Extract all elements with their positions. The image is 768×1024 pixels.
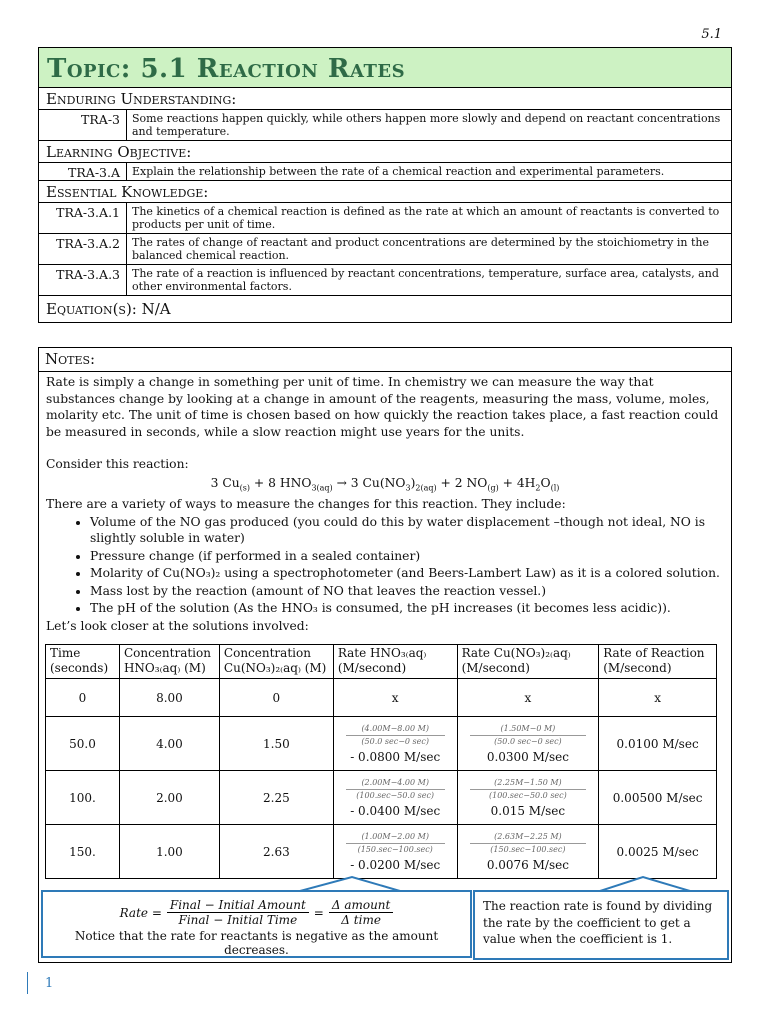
table-header: Rate Cu(NO₃)₂₍aq₎ (M/second) (457, 645, 599, 679)
reaction-rate-info-box: The reaction rate is found by dividing the rate by the coefficient to get a value when the coefficient is 1. (473, 890, 729, 960)
knowledge-code: TRA-3.A.3 (39, 265, 127, 295)
rate-fraction: (2.63M−2.25 M) (150.sec−100.sec) (462, 832, 595, 855)
learning-objective-heading: Learning Objective: (39, 141, 731, 163)
time-cell: 150. (46, 825, 120, 879)
time-cell: 100. (46, 771, 120, 825)
rate-value: - 0.0800 M/sec (350, 749, 441, 764)
methods-list (46, 514, 724, 617)
notes-body (39, 372, 731, 636)
table-row (46, 771, 717, 825)
notes-intro: Rate is simply a change in something per unit of time. In chemistry we can measure the way that substances change by looking at a change in amount of the reagents, measuring the mass, volume, moles, molarity etc. The unit of time is chosen based on how quickly the reaction takes place, a fast reaction could be measured in seconds, while a slow reaction might use years for the units. (46, 375, 719, 439)
rate-formula-box (41, 890, 472, 958)
cu-conc-cell: 1.50 (219, 717, 333, 771)
variety-text: There are a variety of ways to measure the changes for this reaction. They include: (46, 497, 566, 512)
knowledge-row (39, 234, 731, 265)
page-label: 5.1 (701, 27, 722, 42)
consider-text: Consider this reaction: (46, 457, 189, 471)
equations-heading: Equation(s): N/A (46, 300, 171, 318)
footer-divider (27, 972, 28, 994)
objective-row (39, 163, 731, 181)
topic-summary-box (38, 47, 732, 323)
table-row (46, 825, 717, 879)
formula-note: Notice that the rate for reactants is negative as the amount decreases. (74, 929, 439, 957)
rate-reaction-cell: 0.0100 M/sec (599, 717, 717, 771)
rate-hno3-cell (333, 717, 457, 771)
rate-fraction: (2.25M−1.50 M) (100.sec−50.0 sec) (462, 778, 595, 801)
enduring-row (39, 110, 731, 141)
enduring-text: Some reactions happen quickly, while others happen more slowly and depend on reactant concentrations and temperature. (132, 112, 721, 138)
notes-heading: Notes: (39, 348, 731, 372)
hno3-conc-cell: 4.00 (119, 717, 219, 771)
list-item: • The pH of the solution (As the HNO₃ is consumed, the pH increases (it becomes less acidic)). (90, 600, 724, 617)
rate-fraction: (1.00M−2.00 M) (150.sec−100.sec) (338, 832, 453, 855)
hno3-conc-cell: 1.00 (119, 825, 219, 879)
hno3-conc-cell: 8.00 (119, 679, 219, 717)
table-header: Rate HNO₃₍aq₎ (M/second) (333, 645, 457, 679)
rate-reaction-cell: 0.00500 M/sec (599, 771, 717, 825)
cu-conc-cell: 2.63 (219, 825, 333, 879)
rate-fraction: (1.50M−0 M) (50.0 sec−0 sec) (462, 724, 595, 747)
list-item: • Mass lost by the reaction (amount of NO that leaves the reaction vessel.) (90, 583, 724, 600)
hno3-conc-cell: 2.00 (119, 771, 219, 825)
cu-conc-cell: 0 (219, 679, 333, 717)
essential-knowledge-heading: Essential Knowledge: (39, 181, 731, 203)
rate-value: 0.0300 M/sec (486, 749, 569, 764)
rate-cu-cell: x (457, 679, 599, 717)
list-item: • Volume of the NO gas produced (you could do this by water displacement –though not ideal, NO is slightly soluble in water) (90, 514, 724, 547)
table-header: Concentration Cu(NO₃)₂₍aq₎ (M) (219, 645, 333, 679)
formula-equals: = (313, 905, 324, 920)
knowledge-code: TRA-3.A.1 (39, 203, 127, 233)
list-item: • Molarity of Cu(NO₃)₂ using a spectrophotometer (and Beers-Lambert Law) as it is a colored solution. (90, 565, 724, 582)
table-row (46, 679, 717, 717)
time-cell: 50.0 (46, 717, 120, 771)
rate-reaction-cell: x (599, 679, 717, 717)
solutions-lead: Let’s look closer at the solutions involved: (46, 618, 309, 633)
rate-cu-cell (457, 717, 599, 771)
rate-hno3-cell: x (333, 679, 457, 717)
rate-value: - 0.0200 M/sec (350, 857, 441, 872)
table-header-row (46, 645, 717, 679)
rate-fraction: (2.00M−4.00 M) (100.sec−50.0 sec) (338, 778, 453, 801)
knowledge-text: The rate of a reaction is influenced by reactant concentrations, temperature, surface area, catalysts, and other environmental factors. (132, 267, 719, 293)
enduring-understanding-heading: Enduring Understanding: (39, 88, 731, 110)
table-header: Concentration HNO₃₍aq₎ (M) (119, 645, 219, 679)
list-item: • Pressure change (if performed in a sealed container) (90, 548, 724, 565)
formula-fraction: Δ amount Δ time (329, 898, 394, 927)
rate-value: - 0.0400 M/sec (350, 803, 441, 818)
rate-hno3-cell (333, 771, 457, 825)
topic-title: Topic: 5.1 Reaction Rates (39, 48, 731, 88)
rate-cu-cell (457, 771, 599, 825)
formula-lhs: Rate = (119, 905, 162, 920)
rate-reaction-cell: 0.0025 M/sec (599, 825, 717, 879)
table-row (46, 717, 717, 771)
table-header: Rate of Reaction (M/second) (599, 645, 717, 679)
rate-value: 0.0076 M/sec (486, 857, 569, 872)
knowledge-text: The kinetics of a chemical reaction is defined as the rate at which an amount of reactants is converted to products per unit of time. (132, 205, 720, 231)
rate-cu-cell (457, 825, 599, 879)
knowledge-row (39, 265, 731, 296)
formula-fraction: Final − Initial Amount Final − Initial Time (167, 898, 309, 927)
objective-code: TRA-3.A (39, 163, 127, 180)
table-header: Time (seconds) (46, 645, 120, 679)
objective-text: Explain the relationship between the rate of a chemical reaction and experimental parameters. (132, 165, 665, 178)
rates-table (45, 644, 717, 879)
knowledge-row (39, 203, 731, 234)
time-cell: 0 (46, 679, 120, 717)
knowledge-text: The rates of change of reactant and product concentrations are determined by the stoichiometry in the balanced chemical reaction. (132, 236, 709, 262)
rate-fraction: (4.00M−8.00 M) (50.0 sec−0 sec) (338, 724, 453, 747)
reaction-equation: 3 $Cu_{(s)} + 8$ $HNO_{3(aq)} \to 3$ $Cu(NO_3)_{2(aq)} + 2$ $NO_{(g)} + 4H_2O_{(l)}$ (210, 475, 560, 492)
rate-hno3-cell (333, 825, 457, 879)
enduring-code: TRA-3 (39, 110, 127, 140)
knowledge-code: TRA-3.A.2 (39, 234, 127, 264)
cu-conc-cell: 2.25 (219, 771, 333, 825)
rate-value: 0.015 M/sec (490, 803, 566, 818)
footer-page-number: 1 (45, 976, 54, 991)
rate-formula (43, 898, 470, 927)
